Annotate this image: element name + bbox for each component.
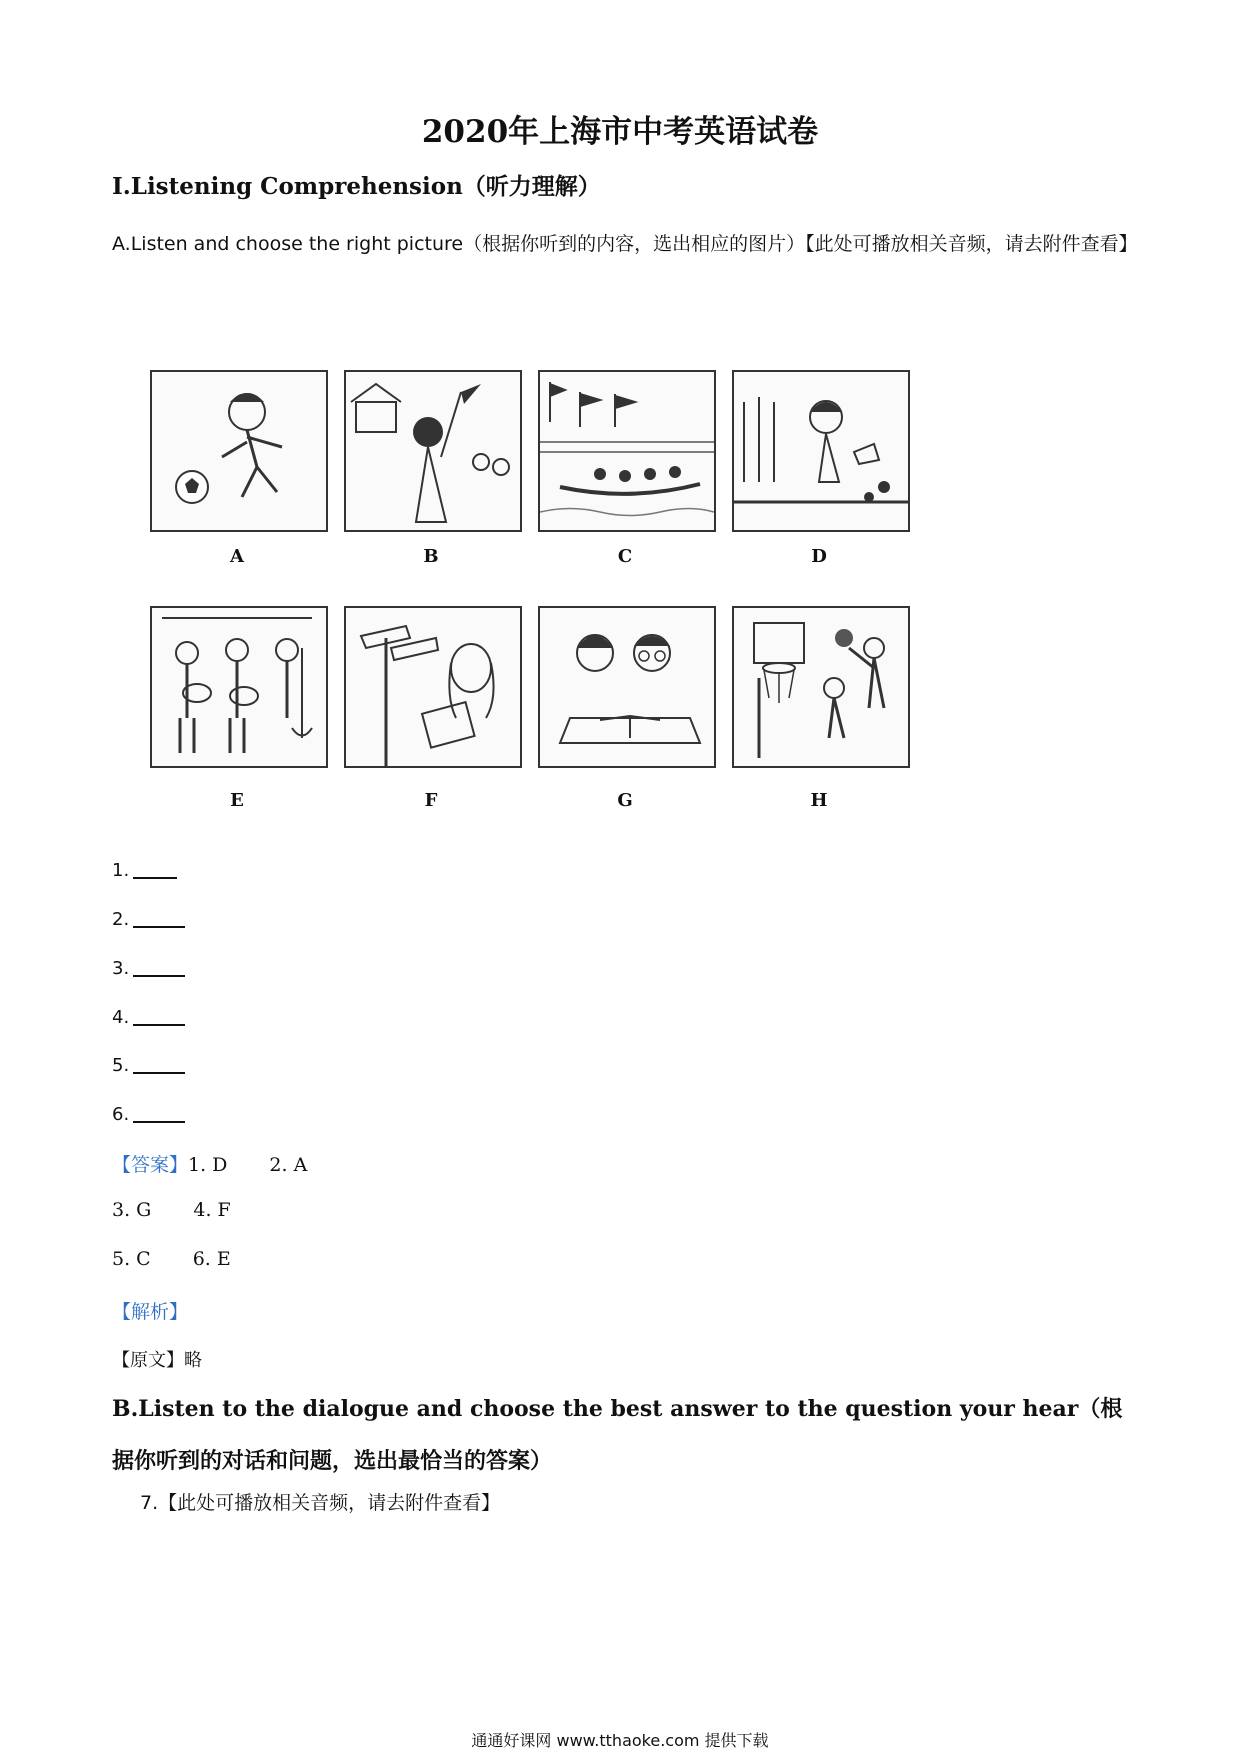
question-item: 2. xyxy=(112,909,185,930)
answer-blank[interactable] xyxy=(133,975,185,977)
question-item: 3. xyxy=(112,958,185,979)
picture-label-b: B xyxy=(423,546,439,567)
tour-guide-with-flag-icon xyxy=(346,372,520,530)
picture-grid xyxy=(148,370,928,830)
section-heading-listening: Ⅰ.Listening Comprehension（听力理解） xyxy=(112,173,601,200)
picture-label-g: G xyxy=(617,790,633,811)
picture-label-f: F xyxy=(424,790,438,811)
picture-c xyxy=(538,370,716,532)
boy-kicking-football-icon xyxy=(152,372,326,530)
answer-tag: 【答案】 xyxy=(112,1154,189,1176)
original-text: 【原文】略 xyxy=(112,1350,202,1371)
picture-b xyxy=(344,370,522,532)
page-title: 2020年上海市中考英语试卷 xyxy=(421,114,819,150)
girl-reading-map-at-signpost-icon xyxy=(346,608,520,766)
answer-blank[interactable] xyxy=(133,926,185,928)
question-item: 5. xyxy=(112,1055,185,1076)
analysis-line xyxy=(112,1297,188,1324)
footer-credit: 通通好课网 www.tthaoke.com 提供下载 xyxy=(471,1731,769,1750)
band-playing-instruments-icon xyxy=(152,608,326,766)
picture-d xyxy=(732,370,910,532)
question-item: 4. xyxy=(112,1007,185,1028)
answer-line: 5. C 6. E xyxy=(112,1248,231,1270)
picture-label-a: A xyxy=(230,546,244,567)
question-item: 1. xyxy=(112,860,177,881)
answer-blank[interactable] xyxy=(133,1121,185,1123)
picture-label-d: D xyxy=(811,546,827,567)
picture-e xyxy=(150,606,328,768)
picture-a xyxy=(150,370,328,532)
picture-label-e: E xyxy=(230,790,244,811)
picture-label-h: H xyxy=(810,790,828,811)
boys-playing-basketball-icon xyxy=(734,608,908,766)
two-students-studying-icon xyxy=(540,608,714,766)
girl-watering-flowers-icon xyxy=(734,372,908,530)
answer-blank[interactable] xyxy=(133,1024,185,1026)
picture-f xyxy=(344,606,522,768)
picture-h xyxy=(732,606,910,768)
dragon-boat-race-icon xyxy=(540,372,714,530)
answer-line: 3. G 4. F xyxy=(112,1199,231,1221)
part-b-heading: B.Listen to the dialogue and choose the best answer to the question your hear（根据你听到的对话和问题，选出最恰当的答案） xyxy=(112,1396,1123,1474)
answer-line: 【答案】1. D 2. A xyxy=(112,1154,308,1176)
picture-label-c: C xyxy=(617,546,633,567)
question-7: 7.【此处可播放相关音频，请去附件查看】 xyxy=(140,1492,501,1514)
part-a-instruction: A.Listen and choose the right picture（根据你听到的内容，选出相应的图片）【此处可播放相关音频，请去附件查看】 xyxy=(112,233,1138,255)
answer-blank[interactable] xyxy=(133,877,177,879)
question-item: 6. xyxy=(112,1104,185,1125)
analysis-tag: 【解析】 xyxy=(112,1301,189,1323)
answer-blank[interactable] xyxy=(133,1072,185,1074)
picture-g xyxy=(538,606,716,768)
